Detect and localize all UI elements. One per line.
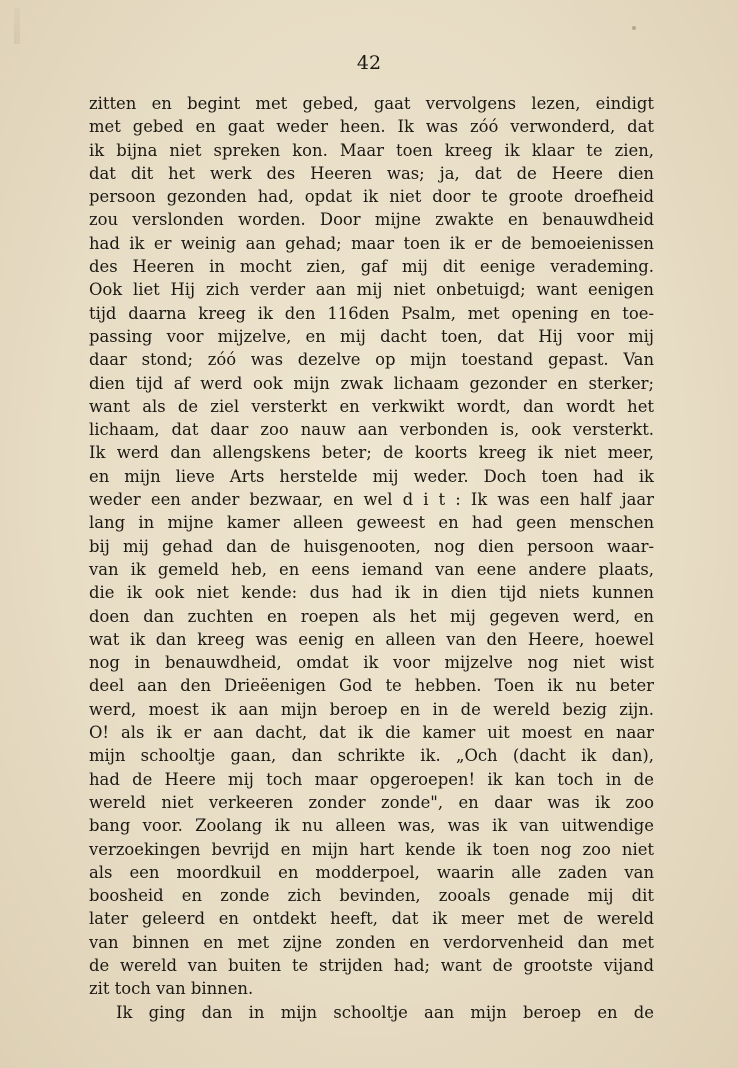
text-line: had ik er weinig aan gehad; maar toen ik er de bemoeienissen — [89, 233, 654, 253]
text-line: zou verslonden worden. Door mijne zwakte en benauwdheid — [89, 210, 654, 230]
text-line: want als de ziel versterkt en verkwikt wordt, dan wordt het — [89, 396, 654, 416]
paper-speck — [632, 26, 636, 30]
text-line: had de Heere mij toch maar opgeroepen! ik kan toch in de — [89, 769, 654, 789]
text-line: deel aan den Drieëenigen God te hebben. Toen ik nu beter — [89, 676, 654, 696]
text-line: zitten en begint met gebed, gaat vervolgens lezen, eindigt — [89, 94, 654, 113]
text-line: Ik ging dan in mijn schooltje aan mijn beroep en de — [116, 1002, 654, 1022]
text-line: persoon gezonden had, opdat ik niet door te groote droefheid — [89, 187, 654, 207]
text-line: Ook liet Hij zich verder aan mij niet onbetuigd; want eenigen — [89, 280, 654, 300]
text-line: passing voor mijzelve, en mij dacht toen, dat Hij voor mij — [89, 326, 654, 346]
paper-edge-mark — [14, 8, 20, 44]
text-line: later geleerd en ontdekt heeft, dat ik meer met de wereld — [89, 909, 654, 929]
text-line: lang in mijne kamer alleen geweest en had geen menschen — [89, 513, 654, 533]
page-number: 42 — [356, 52, 382, 74]
text-line: bij mij gehad dan de huisgenooten, nog dien persoon waar- — [89, 536, 654, 556]
text-line: des Heeren in mocht zien, gaf mij dit eenige verademing. — [89, 257, 654, 277]
text-line: dien tijd af werd ook mijn zwak lichaam gezonder en sterker; — [89, 373, 654, 393]
text-line: werd, moest ik aan mijn beroep en in de wereld bezig zijn. — [89, 699, 654, 719]
text-line: doen dan zuchten en roepen als het mij gegeven werd, en — [89, 606, 654, 626]
text-line: van binnen en met zijne zonden en verdorvenheid dan met — [89, 932, 654, 952]
text-line: die ik ook niet kende: dus had ik in dien tijd niets kunnen — [89, 583, 654, 603]
text-line: wereld niet verkeeren zonder zonde", en daar was ik zoo — [89, 792, 654, 812]
text-line: zit toch van binnen. — [89, 979, 254, 999]
text-line: daar stond; zóó was dezelve op mijn toestand gepast. Van — [89, 350, 654, 370]
text-line: lichaam, dat daar zoo nauw aan verbonden is, ook versterkt. — [89, 420, 654, 440]
body-text — [89, 92, 654, 1024]
text-line: dat dit het werk des Heeren was; ja, dat de Heere dien — [89, 163, 654, 183]
text-line: met gebed en gaat weder heen. Ik was zóó verwonderd, dat — [89, 117, 654, 137]
text-line: de wereld van buiten te strijden had; want de grootste vijand — [89, 955, 654, 975]
text-line: Ik werd dan allengskens beter; de koorts kreeg ik niet meer, — [89, 443, 654, 463]
text-line: ik bijna niet spreken kon. Maar toen kreeg ik klaar te zien, — [89, 140, 654, 160]
text-line: nog in benauwdheid, omdat ik voor mijzelve nog niet wist — [89, 653, 654, 673]
text-line: boosheid en zonde zich bevinden, zooals genade mij dit — [89, 886, 654, 906]
text-line: mijn schooltje gaan, dan schrikte ik. „Och (dacht ik dan), — [89, 746, 654, 766]
text-line: verzoekingen bevrijd en mijn hart kende ik toen nog zoo niet — [89, 839, 654, 859]
text-line: van ik gemeld heb, en eens iemand van eene andere plaats, — [89, 559, 654, 579]
text-line: O! als ik er aan dacht, dat ik die kamer uit moest en naar — [89, 723, 654, 743]
text-line: en mijn lieve Arts herstelde mij weder. Doch toen had ik — [89, 466, 654, 486]
text-line: weder een ander bezwaar, en wel d i t : Ik was een half jaar — [89, 490, 654, 510]
text-line: als een moordkuil en modderpoel, waarin alle zaden van — [89, 862, 654, 882]
text-line: bang voor. Zoolang ik nu alleen was, was ik van uitwendige — [89, 816, 654, 836]
text-line: tijd daarna kreeg ik den 116den Psalm, met opening en toe- — [89, 303, 654, 323]
text-line: wat ik dan kreeg was eenig en alleen van den Heere, hoewel — [89, 629, 654, 649]
